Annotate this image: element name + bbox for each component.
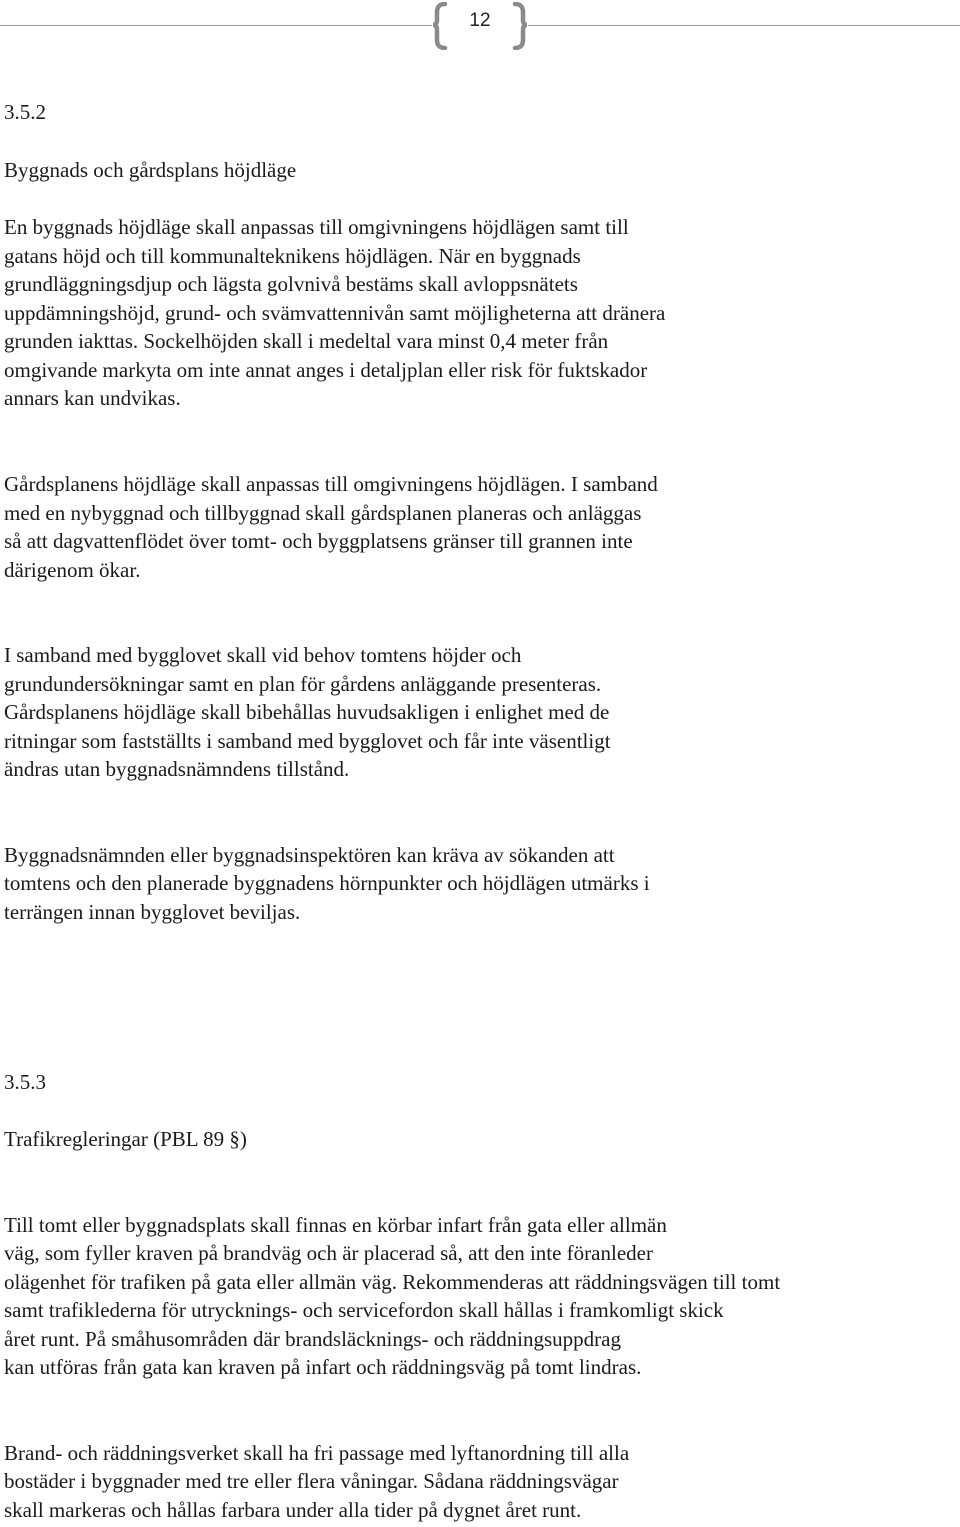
text-line: väg, som fyller kraven på brandväg och är placerad så, att den inte föranleder bbox=[4, 1241, 653, 1265]
text-line: skall markeras och hållas farbara under alla tider på dygnet året runt. bbox=[4, 1498, 582, 1522]
section-number: 3.5.2 bbox=[4, 100, 46, 124]
text-line: Gårdsplanens höjdläge skall bibehållas huvudsakligen i enlighet med de bbox=[4, 700, 610, 724]
header-rule-right bbox=[528, 25, 960, 26]
text-line: samt trafiklederna för utrycknings- och servicefordon skall hållas i framkomligt skick bbox=[4, 1298, 724, 1322]
section-title: Trafikregleringar (PBL 89 §) bbox=[4, 1127, 247, 1151]
section-title: Byggnads och gårdsplans höjdläge bbox=[4, 158, 297, 182]
text-line: grundundersökningar samt en plan för gårdens anläggande presenteras. bbox=[4, 672, 602, 696]
page-number: 12 bbox=[469, 10, 491, 31]
text-line: med en nybyggnad och tillbyggnad skall gårdsplanen planeras och anläggas bbox=[4, 501, 642, 525]
text-line: terrängen innan bygglovet beviljas. bbox=[4, 900, 301, 924]
text-line: Byggnadsnämnden eller byggnadsinspektören kan kräva av sökanden att bbox=[4, 843, 615, 867]
text-line: I samband med bygglovet skall vid behov tomtens höjder och bbox=[4, 643, 522, 667]
text-line: därigenom ökar. bbox=[4, 558, 141, 582]
text-line: Till tomt eller byggnadsplats skall finnas en körbar infart från gata eller allmän bbox=[4, 1213, 667, 1237]
text-line: tomtens och den planerade byggnadens hörnpunkter och höjdlägen utmärks i bbox=[4, 871, 650, 895]
text-line: ändras utan byggnadsnämndens tillstånd. bbox=[4, 757, 350, 781]
text-line: Brand- och räddningsverket skall ha fri passage med lyftanordning till alla bbox=[4, 1441, 630, 1465]
text-line: kan utföras från gata kan kraven på infart och räddningsväg på tomt lindras. bbox=[4, 1355, 642, 1379]
text-line: gatans höjd och till kommunalteknikens höjdlägen. När en byggnads bbox=[4, 244, 581, 268]
text-line: ritningar som fastställts i samband med bygglovet och får inte väsentligt bbox=[4, 729, 611, 753]
text-line: omgivande markyta om inte annat anges i detaljplan eller risk för fuktskador bbox=[4, 358, 648, 382]
text-line: grunden iakttas. Sockelhöjden skall i medeltal vara minst 0,4 meter från bbox=[4, 329, 609, 353]
text-line: året runt. På småhusområden där brandsläcknings- och räddningsuppdrag bbox=[4, 1327, 621, 1351]
text-line: Gårdsplanens höjdläge skall anpassas till omgivningens höjdlägen. I samband bbox=[4, 472, 658, 496]
text-line: så att dagvattenflödet över tomt- och byggplatsens gränser till grannen inte bbox=[4, 529, 633, 553]
text-line: bostäder i byggnader med tre eller flera våningar. Sådana räddningsvägar bbox=[4, 1469, 619, 1493]
text-line: annars kan undvikas. bbox=[4, 386, 181, 410]
text-line: En byggnads höjdläge skall anpassas till omgivningens höjdlägen samt till bbox=[4, 215, 629, 239]
text-line: grundläggningsdjup och lägsta golvnivå bestäms skall avloppsnätets bbox=[4, 272, 578, 296]
header-rule-left bbox=[0, 25, 432, 26]
page-header bbox=[0, 0, 960, 52]
text-line: uppdämningshöjd, grund- och svämvattennivån samt möjligheterna att dränera bbox=[4, 301, 666, 325]
section-number: 3.5.3 bbox=[4, 1070, 46, 1094]
text-line: olägenhet för trafiken på gata eller allmän väg. Rekommenderas att räddningsvägen till tomt bbox=[4, 1270, 781, 1294]
